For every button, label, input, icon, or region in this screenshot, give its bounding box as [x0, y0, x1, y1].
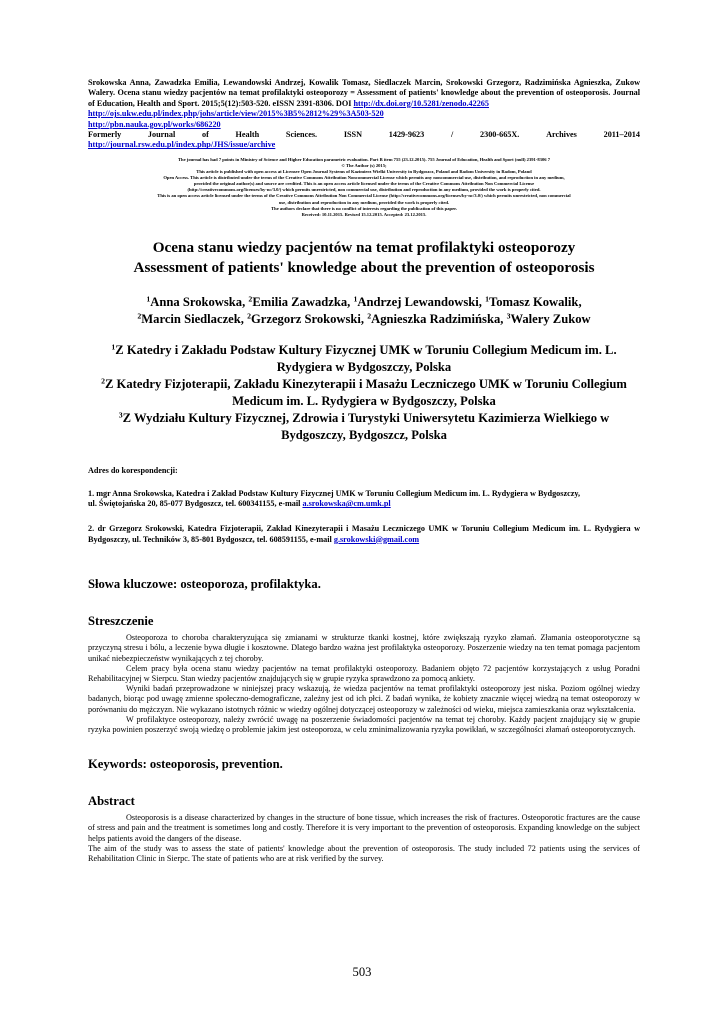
title-polish: Ocena stanu wiedzy pacjentów na temat profilaktyki osteoporozy	[152, 238, 576, 256]
page-number: 503	[352, 965, 372, 979]
license-line: © The Author (s) 2015;	[341, 162, 387, 168]
correspondence-2	[88, 524, 640, 545]
formerly-word: Journal	[147, 130, 176, 140]
citation-block	[88, 78, 640, 130]
article-title	[88, 238, 640, 278]
formerly-word: Health	[235, 130, 260, 140]
author-name: Marcin Siedlaczek,	[141, 311, 244, 326]
affil-marker: 3	[118, 410, 123, 420]
streszczenie-paragraph: W profilaktyce osteoporozy, należy zwrócić uwagę na poszerzenie świadomości pacjentów na temat tej choroby. Każdy pacjent znajdujący się w grupie ryzyka powinien poszerzyć swoją wiedzę o problemie jakim jest osteoporoza, w celu zminimalizowania ryzyka powikłań, w szczególności złamań osteoporotycznych.	[88, 714, 640, 734]
author-name: Emilia Zawadzka,	[252, 294, 351, 309]
formerly-word: Archives	[546, 130, 577, 140]
correspondence-heading: Adres do korespondencji:	[88, 465, 178, 475]
author-affil-marker: 2	[247, 311, 251, 321]
author-affil-marker: 2	[248, 294, 253, 304]
author-list	[88, 294, 640, 328]
license-line: This is an open access article licensed under the terms of the Creative Commons Attribution Non Commercial License (http://creativecommons.org/licenses/by-nc/3.0/) which permits unrestricted, non commercial	[157, 193, 571, 199]
streszczenie-paragraph: Wyniki badań przeprowadzone w niniejszej pracy wskazują, że wiedza pacjentów na temat profilaktyki osteoporozy jest niska. Poziom ogólnej wiedzy badanych, biorąc pod uwagę zmienne społeczno-demograficzne, zależny jest od ich płci. Z badań wynika, że kobiety znacznie więcej wiedzą na temat osteoporozy w porównaniu do mężczyzn. Nie wykazano istotnych różnic w wiedzy ogólnej dotyczącej osteoporozy w zależności od wieku, miejsca zamieszkania oraz wykształcenia.	[88, 684, 640, 714]
abstract-heading: Abstract	[88, 794, 135, 809]
formerly-word: Sciences.	[285, 130, 318, 140]
license-line: Received: 10.11.2015. Revised 15.12.2015. Accepted: 23.12.2015.	[301, 211, 427, 217]
pbn-link[interactable]: http://pbn.nauka.gov.pl/works/686220	[88, 119, 221, 129]
formerly-word: of	[201, 130, 209, 140]
affiliation-item	[88, 410, 640, 444]
abstract-paragraph: Osteoporosis is a disease characterized by changes in the structure of bone tissue, which increases the risk of fractures. Osteoporotic fractures are the cause of stress and pain and the treatment is sometimes long and costly. Therefore it is very important to the prevention of osteoporosis. Expanding knowledge on the subject helps patients avoid the dangers of the disease.	[88, 813, 640, 843]
keywords-polish: Słowa kluczowe: osteoporoza, profilaktyka.	[88, 577, 321, 592]
formerly-word: 1429-9623	[388, 130, 425, 140]
license-line: The journal has had 7 points in Ministry of Science and Higher Education parametric evaluation. Part B item 755 (23.12.2015). 755 Journal of Education, Health and Sport (null) 2391-8306 7	[177, 156, 551, 162]
correspondence-2-email-link[interactable]: g.srokowski@gmail.com	[333, 534, 420, 544]
archive-link[interactable]: http://journal.rsw.edu.pl/index.php/JHS/issue/archive	[88, 140, 276, 150]
license-line: Open Access. This article is distributed under the terms of the Creative Commons Attribution Noncommercial License which permits any noncommercial use, distribution, and reproduction in any medium,	[163, 175, 565, 181]
keywords-english: Keywords: osteoporosis, prevention.	[88, 757, 283, 772]
author-affil-marker: 2	[137, 311, 142, 321]
streszczenie-heading: Streszczenie	[88, 614, 154, 629]
license-line: The authors declare that there is no conflict of interests regarding the publication of this paper.	[271, 205, 457, 211]
license-line: (http://creativecommons.org/licenses/by-nc/3.0/) which permits unrestricted, non commercial use, distribution and reproduction in any medium, provided the work is properly cited.	[187, 187, 541, 193]
doi-link[interactable]: http://dx.doi.org/10.5281/zenodo.42265	[353, 98, 489, 108]
license-block	[88, 157, 640, 218]
title-english: Assessment of patients' knowledge about the prevention of osteoporosis	[133, 258, 595, 276]
archive-line	[88, 140, 640, 150]
author-affil-marker: 3	[506, 311, 511, 321]
license-line: provided the original author(s) and source are credited. This is an open access article licensed under the terms of the Creative Commons Attribution Non Commercial License	[193, 181, 535, 187]
formerly-word: 2300-665X.	[480, 130, 520, 140]
formerly-word: 2011–2014	[603, 130, 640, 140]
affiliation-list	[88, 342, 640, 444]
correspondence-1-address: ul. Świętojańska 20, 85-077 Bydgoszcz, tel. 600341155, e-mail	[88, 499, 301, 509]
ojs-link[interactable]: http://ojs.ukw.edu.pl/index.php/johs/article/view/2015%3B5%2812%29%3A503-520	[88, 109, 384, 119]
correspondence-1-text: 1. mgr Anna Srokowska, Katedra i Zakład Podstaw Kultury Fizycznej UMK w Toruniu Collegium Medicum im. L. Rydygiera w Bydgoszczy,	[88, 488, 581, 498]
formerly-word: Formerly	[88, 130, 122, 140]
affiliation-item	[88, 376, 640, 410]
affiliation-item	[88, 342, 640, 376]
author-affil-marker: 2	[367, 311, 372, 321]
affiliation-text: Z Katedry Fizjoterapii, Zakładu Kinezyterapii i Masażu Leczniczego UMK w Toruniu Collegium Medicum im. L. Rydygiera w Bydgoszczy, Polska	[104, 376, 627, 408]
license-line: This article is published with open access at Licensee Open Journal Systems of Kazimierz Wielki University in Bydgoszcz, Poland and Radom University in Radom, Poland	[196, 169, 532, 175]
citation-text: Srokowska Anna, Zawadzka Emilia, Lewandowski Andrzej, Kowalik Tomasz, Siedlaczek Marcin, Srokowski Grzegorz, Radzimińska Agnieszka, Zukow Walery. Ocena stanu wiedzy pacjentów na temat profilaktyki osteoporozy = Assessment of patients' knowledge about the prevention of osteoporosis. Journal of Education, Health and Sport. 2015;5(12):503-520. eISSN 2391-8306. DOI	[88, 78, 640, 108]
correspondence-1-email-link[interactable]: a.srokowska@cm.umk.pl	[302, 499, 391, 509]
formerly-word: ISSN	[343, 130, 363, 140]
affiliation-text: Z Wydziału Kultury Fizycznej, Zdrowia i Turystyki Uniwersytetu Kazimierza Wielkiego w Bydgoszczy, Bydgoszcz, Polska	[122, 410, 610, 442]
abstract-body	[88, 813, 640, 864]
correspondence-2-text: 2. dr Grzegorz Srokowski, Katedra Fizjoterapii, Zakład Kinezyterapii i Masażu Leczniczego UMK w Toruniu Collegium Medicum im. L. Rydygiera w Bydgoszczy, ul. Techników 3, 85-801 Bydgoszcz, tel. 608591155, e-mail	[88, 523, 640, 544]
author-affil-marker: 1	[485, 294, 489, 304]
author-name: Tomasz Kowalik,	[488, 294, 582, 309]
affil-marker: 1	[111, 342, 116, 352]
streszczenie-paragraph: Osteoporoza to choroba charakteryzująca się zmianami w strukturze tkanki kostnej, które zwiększają ryzyko złamań. Złamania osteoporotyczne są przyczyną stresu i bólu, a leczenie bywa długie i kosztowne. Dlatego bardzo ważna jest profilaktyka osteoporozy. Poszerzenie wiedzy na ten temat pomaga pacjentom unikać niebezpieczeństw wynikających z tej choroby.	[88, 633, 640, 663]
affiliation-text: Z Katedry i Zakładu Podstaw Kultury Fizycznej UMK w Toruniu Collegium Medicum im. L. Rydygiera w Bydgoszczy, Polska	[115, 342, 617, 374]
author-name: Anna Srokowska,	[150, 294, 246, 309]
author-name: Andrzej Lewandowski,	[357, 294, 482, 309]
author-name: Grzegorz Srokowski,	[250, 311, 365, 326]
abstract-paragraph: The aim of the study was to assess the state of patients' knowledge about the prevention of osteoporosis. The study included 72 patients using the services of Rehabilitation Clinic in Sierpc. The state of patients who are at risk verified by the survey.	[88, 843, 640, 863]
formerly-line	[88, 130, 640, 140]
author-affil-marker: 1	[353, 294, 358, 304]
affil-marker: 2	[101, 376, 105, 386]
author-affil-marker: 1	[146, 294, 151, 304]
article-page	[88, 78, 640, 864]
author-name: Walery Zukow	[510, 311, 591, 326]
formerly-word: /	[450, 130, 454, 140]
author-name: Agnieszka Radzimińska,	[371, 311, 504, 326]
streszczenie-paragraph: Celem pracy była ocena stanu wiedzy pacjentów na temat profilaktyki osteoporozy. Badaniem objęto 72 pacjentów korzystających z usług Poradni Rehabilitacyjnej w Sierpcu. Stan wiedzy pacjentów znajdujących się w grupie ryzyka sprawdzono za pomocą ankiety.	[88, 663, 640, 683]
streszczenie-body	[88, 633, 640, 735]
license-line: use, distribution and reproduction in any medium, provided the work is properly cited.	[278, 199, 450, 205]
correspondence-1	[88, 489, 640, 510]
